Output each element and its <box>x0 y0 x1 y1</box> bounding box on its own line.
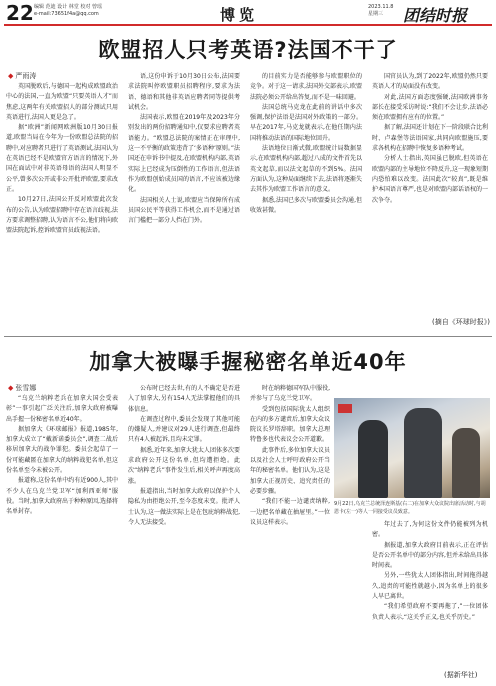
news-photo <box>334 398 490 498</box>
paragraph: 10月27日,法国公开反对欧盟此次发布的公告,认为欧盟招聘中存在语言歧视,法方要求调整招聘,认为语言不公,他们将向欧盟法院起诉,控诉欧盟官员歧视法语。 <box>6 196 118 235</box>
article1-column-4 <box>372 72 488 312</box>
article1-column-2 <box>128 72 240 328</box>
article1-author: 严雨涛 <box>15 72 37 80</box>
paragraph: 国官员认为,到了2022年,欧盟仍然只要英语人才的局面没有改变。 <box>372 73 488 91</box>
paragraph: 的目前实力是否能够参与欧盟职位的竞争。对于这一请求,法国外交部表示,欧盟法院必须公开给出答复,而不是一味回避。 <box>250 73 362 101</box>
article2-source: (据新华社) <box>444 671 478 679</box>
date-line: 2023.11.8 <box>368 4 394 10</box>
email-line: e-mail:73651f4a@qq.com <box>34 11 99 17</box>
editor-line: 编辑 范迪 设计 林堂 校对 曾瑶 <box>34 4 102 10</box>
paragraph: 法国相关人士说,欧盟应当保障所有成员国公民平等获得工作机会,而不是通过语言门槛把一部分人挡在门外。 <box>128 196 240 225</box>
paragraph: 年过去了,为何这份文件仍能被列为机密。 <box>372 521 488 539</box>
paragraph: 报道指出,当时加拿大政府以保护个人隐私为由拒绝公开,至今态度未变。批评人士认为,这一做法实际上是在包庇纳粹战犯,令人无法接受。 <box>128 487 240 526</box>
paragraph: 受到包括国际犹太人组织在内的多方谴责后,加拿大众议院议长罗塔辞职。加拿大总理特鲁多也代表议会公开道歉。 <box>250 405 330 444</box>
paragraph: 对此,法国方面态度强硬,法国欧洲事务部长在接受采访时说:“我们不会让步,法语必须在欧盟拥有应有的位置。” <box>372 93 488 122</box>
article1-column-3 <box>250 72 362 328</box>
article2-column-2 <box>128 384 240 682</box>
paragraph: 据加拿大《环球邮报》报道,1985年,加拿大成立了“戴新诺委员会”,调查二战后移居加拿大的战争罪犯。委员会起草了一份可能藏匿在加拿大的纳粹战犯名单,但这份名单至今未被公开。 <box>6 425 118 475</box>
paragraph: 此事件后,多位加拿大议员以及社会人士呼吁政府公开当年的秘密名单。他们认为,这是加拿大正视历史、追究责任的必要步骤。 <box>250 446 330 495</box>
article2-author: 张雪娜 <box>15 384 37 392</box>
paragraph: 英国脱欧后,与德国一起构成欧盟政治中心的法国,一直为欧盟“只要英语人才”而焦虑,这两年有关欧盟招人的部分测试只用英语进行,法国人更是急了。 <box>6 83 118 121</box>
paragraph: 语,这份申诉于10月30日公布,法国要求法院叫停欧盟职员招聘程序,要求为法语、德语和其他非英语应聘者同等提供考试机会。 <box>128 73 240 111</box>
paragraph: 据悉,近年来,加拿大犹太人团体多次要求政府公开这份名单,但均遭拒绝。此次“纳粹老兵”事件发生后,相关呼声再度高涨。 <box>128 446 240 485</box>
person-figure <box>358 420 388 498</box>
paragraph: 据“欧洲”新闻网欧洲版10月30日报道,欧盟当局在今年为一份欧盟总法院的招聘中,对应聘者只进行了英语测试,法国认为在英语已经不是欧盟官方语言的情况下,外国在面试中对非英语母语的法国人明显不公平,曾多次公开或非公开批评欧盟,要求改正。 <box>6 124 118 193</box>
issue-date <box>368 4 393 18</box>
article1-byline <box>8 71 36 81</box>
article2-title: 加拿大被曝手握秘密名单近40年 <box>89 350 407 374</box>
paragraph: 时在纳粹德国军队中服役,并参与了乌克兰党卫军。 <box>250 385 330 403</box>
paragraph: 另外,一些犹太人团体指出,时间拖得越久,追责的可能性就越小,因为名单上的很多人早已离世。 <box>372 572 488 601</box>
article1-title: 欧盟招人只考英语?法国不干了 <box>98 38 398 62</box>
paragraph: 在调查过程中,委员会发现了其他可能的嫌疑人,并建议对29人进行调查,但最终只有4人被起诉,且均未定罪。 <box>128 415 240 444</box>
paragraph: 法国总统马克龙在此前的讲话中多次强调,保护法语是法国对外政策的一部分。早在2017年,马克龙就表示,在他任期内法国将推动法语的国际地位回升。 <box>250 103 362 142</box>
paragraph: “我们不能一边谴责纳粹,一边把名单藏在抽屉里。”一位议员这样表示。 <box>250 498 330 526</box>
paragraph: 据悉,法国已多次与欧盟委员会沟通,但收效甚微。 <box>250 196 362 214</box>
article-divider <box>4 336 492 337</box>
editor-info <box>34 4 102 18</box>
person-figure <box>452 428 480 498</box>
byline-marker-icon: ◆ <box>8 72 14 80</box>
paragraph: “乌克兰纳粹老兵在加拿大国会受表彰”一事引起广泛关注后,加拿大政府被曝出手握一份秘密名单近40年。 <box>6 395 118 423</box>
page-header <box>0 0 496 30</box>
weekday: 星期三 <box>368 11 384 17</box>
paragraph: 报道称,这份名单中约有近900人,其中不少人在乌克兰党卫军“加利西亚师”服役。当时,加拿大政府出于种种原因,选择将名单封存。 <box>6 477 118 516</box>
paragraph: 法国表示,欧盟在2019年及2023年分别发出的两份招聘通知中,仅要求应聘者英语能力。“欧盟总法院的案情正在审理中,这一不平衡的政策违背了‘多语种’原则。”法国还在申诉书中提及,在欧盟机构内部,英语实际上已经成为压倒性的工作语言,但法语作为欧盟创始成员国的语言,不应该被边缘化。 <box>128 114 240 194</box>
paragraph: 据报道,加拿大政府目前表示,正在评估是否公开名单中的部分内容,但并未给出具体时间表。 <box>372 541 488 570</box>
paragraph: “我们希望政府不要再拖了,”一位团体负责人表示,“这关乎正义,也关乎历史。” <box>372 603 488 621</box>
paragraph: 分析人士指出,英国虽已脱欧,但英语在欧盟内部的主导地位不降反升,这一现象短期内恐怕难以改变。法国此次“较真”,既是维护本国语言尊严,也是对欧盟内部话语权的一次争夺。 <box>372 155 488 204</box>
article2-column-3 <box>250 384 330 682</box>
paragraph: 据了解,法国还计划在下一阶段联合比利时、卢森堡等法语国家,共同向欧盟施压,要求各机构在招聘中恢复多语种考试。 <box>372 124 488 153</box>
section-name: 博览 <box>220 6 259 24</box>
article1-source: (摘自《环球时报》) <box>432 318 490 326</box>
person-figure <box>404 408 442 498</box>
article1-column-1 <box>6 82 118 328</box>
article2-byline <box>8 383 36 393</box>
page-number: 22 <box>6 1 34 25</box>
newspaper-logo: 团结时报 <box>403 6 468 25</box>
photo-caption: 9月22日,乌克兰总统泽连斯基(右二)在加拿大众议院出席活动时,与胡恩卡(左一)等人一同接受议员致意。 <box>334 501 486 515</box>
flag-shape <box>338 404 352 413</box>
article2-column-4 <box>372 520 488 668</box>
byline-marker-icon: ◆ <box>8 384 14 392</box>
paragraph: 法语地位日渐式微,欧盟统计局数据显示,在欧盟机构内部,超过八成的文件首先以英文起草,而以法文起草的不到5%。法国方面认为,这种局面继续下去,法语将逐渐失去其作为欧盟工作语言的意义。 <box>250 145 362 194</box>
header-divider <box>4 24 492 26</box>
article2-column-1 <box>6 394 118 682</box>
paragraph: 公布时已经去世,有的人不确定是否进入了加拿大,另有154人无法掌握他们的具体信息。 <box>128 385 240 413</box>
